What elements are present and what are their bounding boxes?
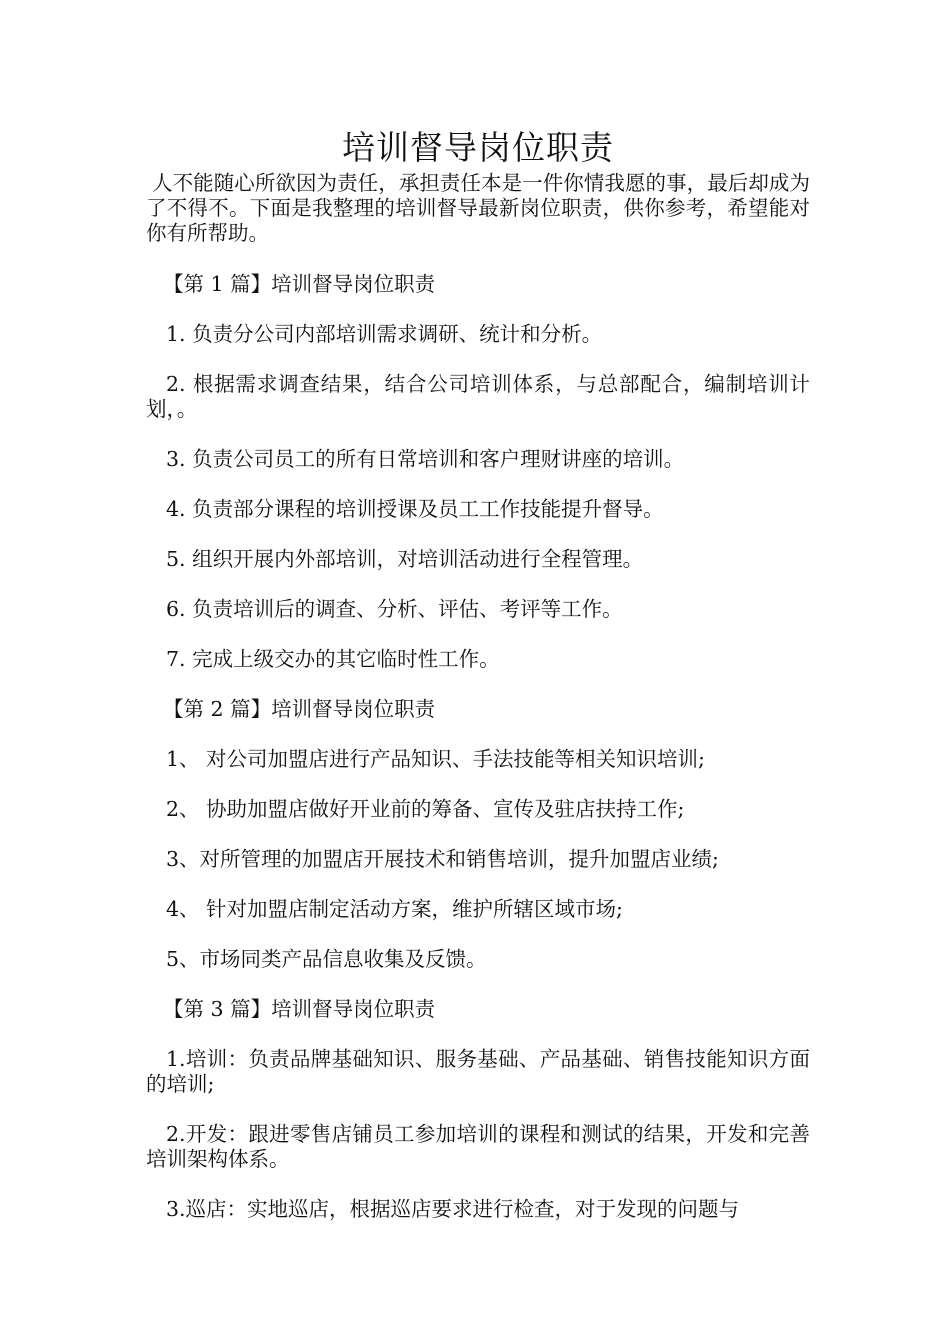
section-3-item: 3.巡店：实地巡店，根据巡店要求进行检查，对于发现的问题与 <box>166 1197 740 1221</box>
section-3-item: 2.开发：跟进零售店铺员工参加培训的课程和测试的结果，开发和完善培训架构体系。 <box>146 1122 810 1171</box>
section-2-heading: 【第 2 篇】培训督导岗位职责 <box>163 697 436 721</box>
section-1-item: 5. 组织开展内外部培训，对培训活动进行全程管理。 <box>166 547 644 571</box>
section-2-item: 3、对所管理的加盟店开展技术和销售培训，提升加盟店业绩; <box>166 847 719 871</box>
document-title: 培训督导岗位职责 <box>342 128 614 167</box>
section-1-item: 1. 负责分公司内部培训需求调研、统计和分析。 <box>166 322 603 346</box>
section-1-item: 3. 负责公司员工的所有日常培训和客户理财讲座的培训。 <box>166 447 685 471</box>
section-2-item: 2、 协助加盟店做好开业前的筹备、宣传及驻店扶持工作; <box>166 797 685 821</box>
section-1-item: 4. 负责部分课程的培训授课及员工工作技能提升督导。 <box>166 497 664 521</box>
section-2-item: 5、市场同类产品信息收集及反馈。 <box>166 947 487 971</box>
section-2-item: 1、 对公司加盟店进行产品知识、手法技能等相关知识培训; <box>166 747 705 771</box>
intro-paragraph: 人不能随心所欲因为责任，承担责任本是一件你情我愿的事，最后却成为了不得不。下面是我整理的培训督导最新岗位职责，供你参考，希望能对你有所帮助。 <box>146 171 810 245</box>
section-2-item: 4、 针对加盟店制定活动方案，维护所辖区域市场; <box>166 897 623 921</box>
section-1-item: 6. 负责培训后的调查、分析、评估、考评等工作。 <box>166 597 623 621</box>
section-3-item: 1.培训：负责品牌基础知识、服务基础、产品基础、销售技能知识方面的培训; <box>146 1047 810 1096</box>
section-3-heading: 【第 3 篇】培训督导岗位职责 <box>163 997 436 1021</box>
document-page <box>146 125 810 1222</box>
section-1-heading: 【第 1 篇】培训督导岗位职责 <box>163 272 436 296</box>
section-1-item: 7. 完成上级交办的其它临时性工作。 <box>166 647 500 671</box>
section-1-item: 2. 根据需求调查结果，结合公司培训体系，与总部配合，编制培训计划，。 <box>146 372 810 421</box>
